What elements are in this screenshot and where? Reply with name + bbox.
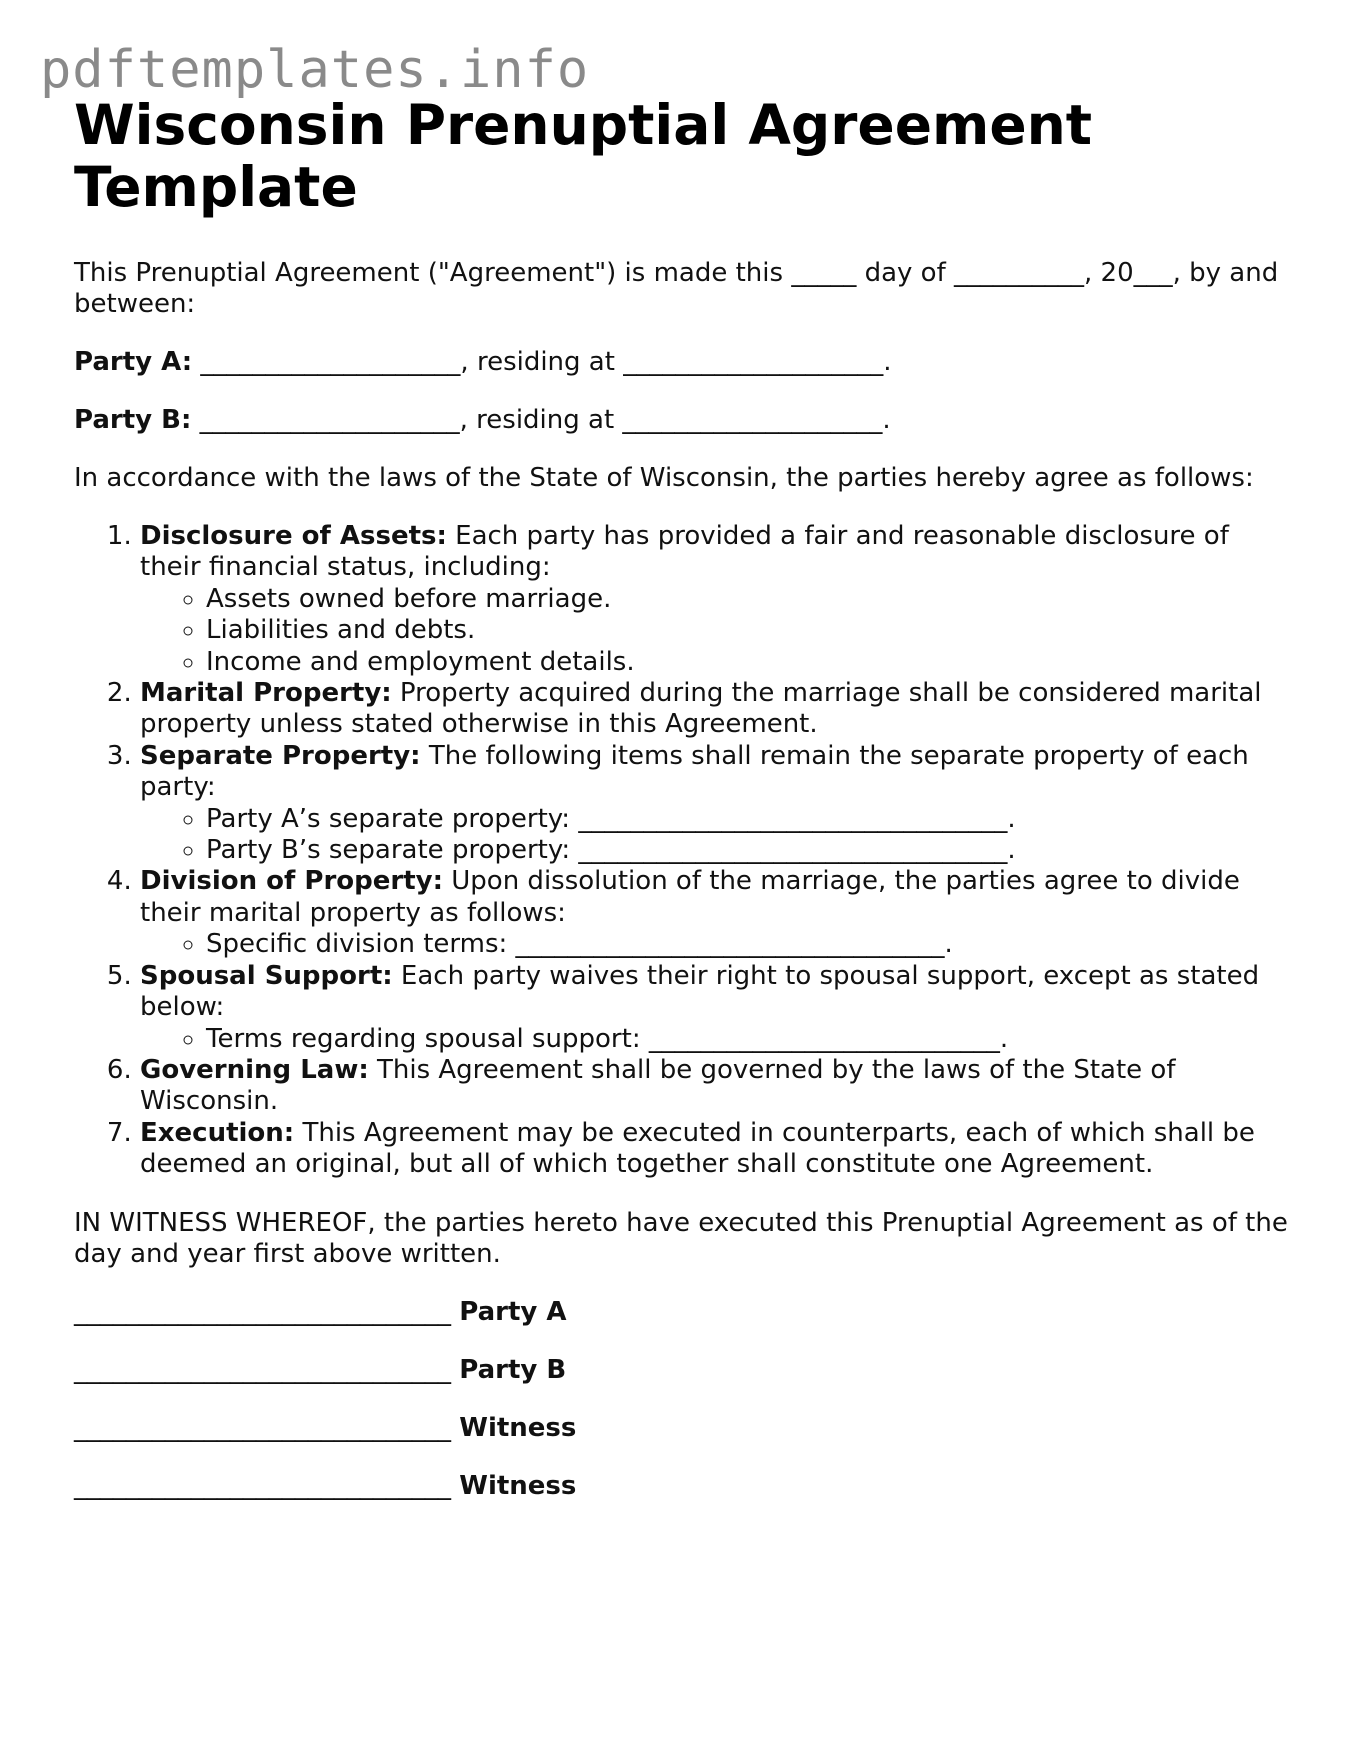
party-b-text: ____________________, residing at ____________________. [191, 405, 891, 435]
party-a-label: Party A: [74, 347, 193, 377]
signature-label: Witness [459, 1412, 577, 1443]
intro-paragraph: This Prenuptial Agreement ("Agreement") is made this _____ day of __________, 20___, by and between: [74, 258, 1279, 319]
signature-row [74, 1355, 1289, 1386]
sub-list [140, 1024, 1289, 1055]
sub-item: ◦ Terms regarding spousal support: ___________________________. [206, 1024, 1289, 1055]
clause-heading: Marital Property: [140, 678, 392, 709]
signature-row [74, 1297, 1289, 1328]
party-a-line [74, 347, 1289, 378]
clause-item [140, 961, 1289, 1055]
sub-item: ◦ Specific division terms: _________________________________. [206, 929, 1289, 960]
signature-line: _____________________________ [74, 1354, 451, 1385]
signature-line: _____________________________ [74, 1296, 451, 1327]
clause-text: This Agreement may be executed in counterparts, each of which shall be deemed an original, but all of which together shall constitute one Agreement. [140, 1117, 1255, 1180]
laws-statement: In accordance with the laws of the State of Wisconsin, the parties hereby agree as follows: [74, 463, 1254, 493]
sub-list [140, 929, 1289, 960]
clause-heading: Spousal Support: [140, 960, 393, 991]
clause-heading: Separate Property: [140, 740, 421, 771]
clause-text: This Agreement shall be governed by the laws of the State of Wisconsin. [140, 1054, 1176, 1117]
clause-heading: Disclosure of Assets: [140, 521, 447, 551]
sub-item: ◦ Party B’s separate property: _________________________________. [206, 835, 1289, 866]
clause-list [74, 521, 1289, 1181]
party-a-text: ____________________, residing at ____________________. [192, 347, 892, 377]
signature-label: Witness [459, 1470, 577, 1501]
signature-line: _____________________________ [74, 1470, 451, 1501]
signature-label: Party B [459, 1354, 567, 1385]
signature-line: _____________________________ [74, 1412, 451, 1443]
clause-text: Upon dissolution of the marriage, the parties agree to divide their marital property as follows: [140, 866, 1240, 928]
witness-statement: IN WITNESS WHEREOF, the parties hereto have executed this Prenuptial Agreement as of the day and year first above written. [74, 1207, 1288, 1269]
clause-item [140, 678, 1289, 741]
clause-text: Each party waives their right to spousal support, except as stated below: [140, 960, 1260, 1023]
sub-item: ◦ Liabilities and debts. [206, 615, 1289, 646]
sub-list [140, 804, 1289, 867]
clause-heading: Execution: [140, 1117, 295, 1148]
clause-item [140, 741, 1289, 867]
party-b-line [74, 405, 1289, 436]
watermark: pdftemplates.info [40, 40, 590, 100]
signature-row [74, 1413, 1289, 1444]
clause-text: The following items shall remain the separate property of each party: [140, 740, 1249, 803]
document-page [74, 94, 1289, 1529]
clause-item [140, 866, 1289, 960]
sub-list [140, 584, 1289, 678]
signature-block [74, 1297, 1289, 1502]
party-b-label: Party B: [74, 405, 192, 435]
clause-text: Each party has provided a fair and reasonable disclosure of their financial status, including: [140, 521, 1229, 583]
sub-item: ◦ Party A’s separate property: _________________________________. [206, 804, 1289, 835]
page-title: Wisconsin Prenuptial Agreement Template [74, 93, 1093, 219]
signature-label: Party A [459, 1296, 567, 1327]
clause-item [140, 1118, 1289, 1181]
clause-item [140, 521, 1289, 678]
sub-item: ◦ Income and employment details. [206, 647, 1289, 678]
clause-heading: Governing Law: [140, 1054, 369, 1085]
clause-text: Property acquired during the marriage shall be considered marital property unless stated otherwise in this Agreement. [140, 678, 1262, 740]
signature-row [74, 1471, 1289, 1502]
clause-heading: Division of Property: [140, 866, 443, 897]
clause-item [140, 1055, 1289, 1118]
sub-item: ◦ Assets owned before marriage. [206, 584, 1289, 615]
